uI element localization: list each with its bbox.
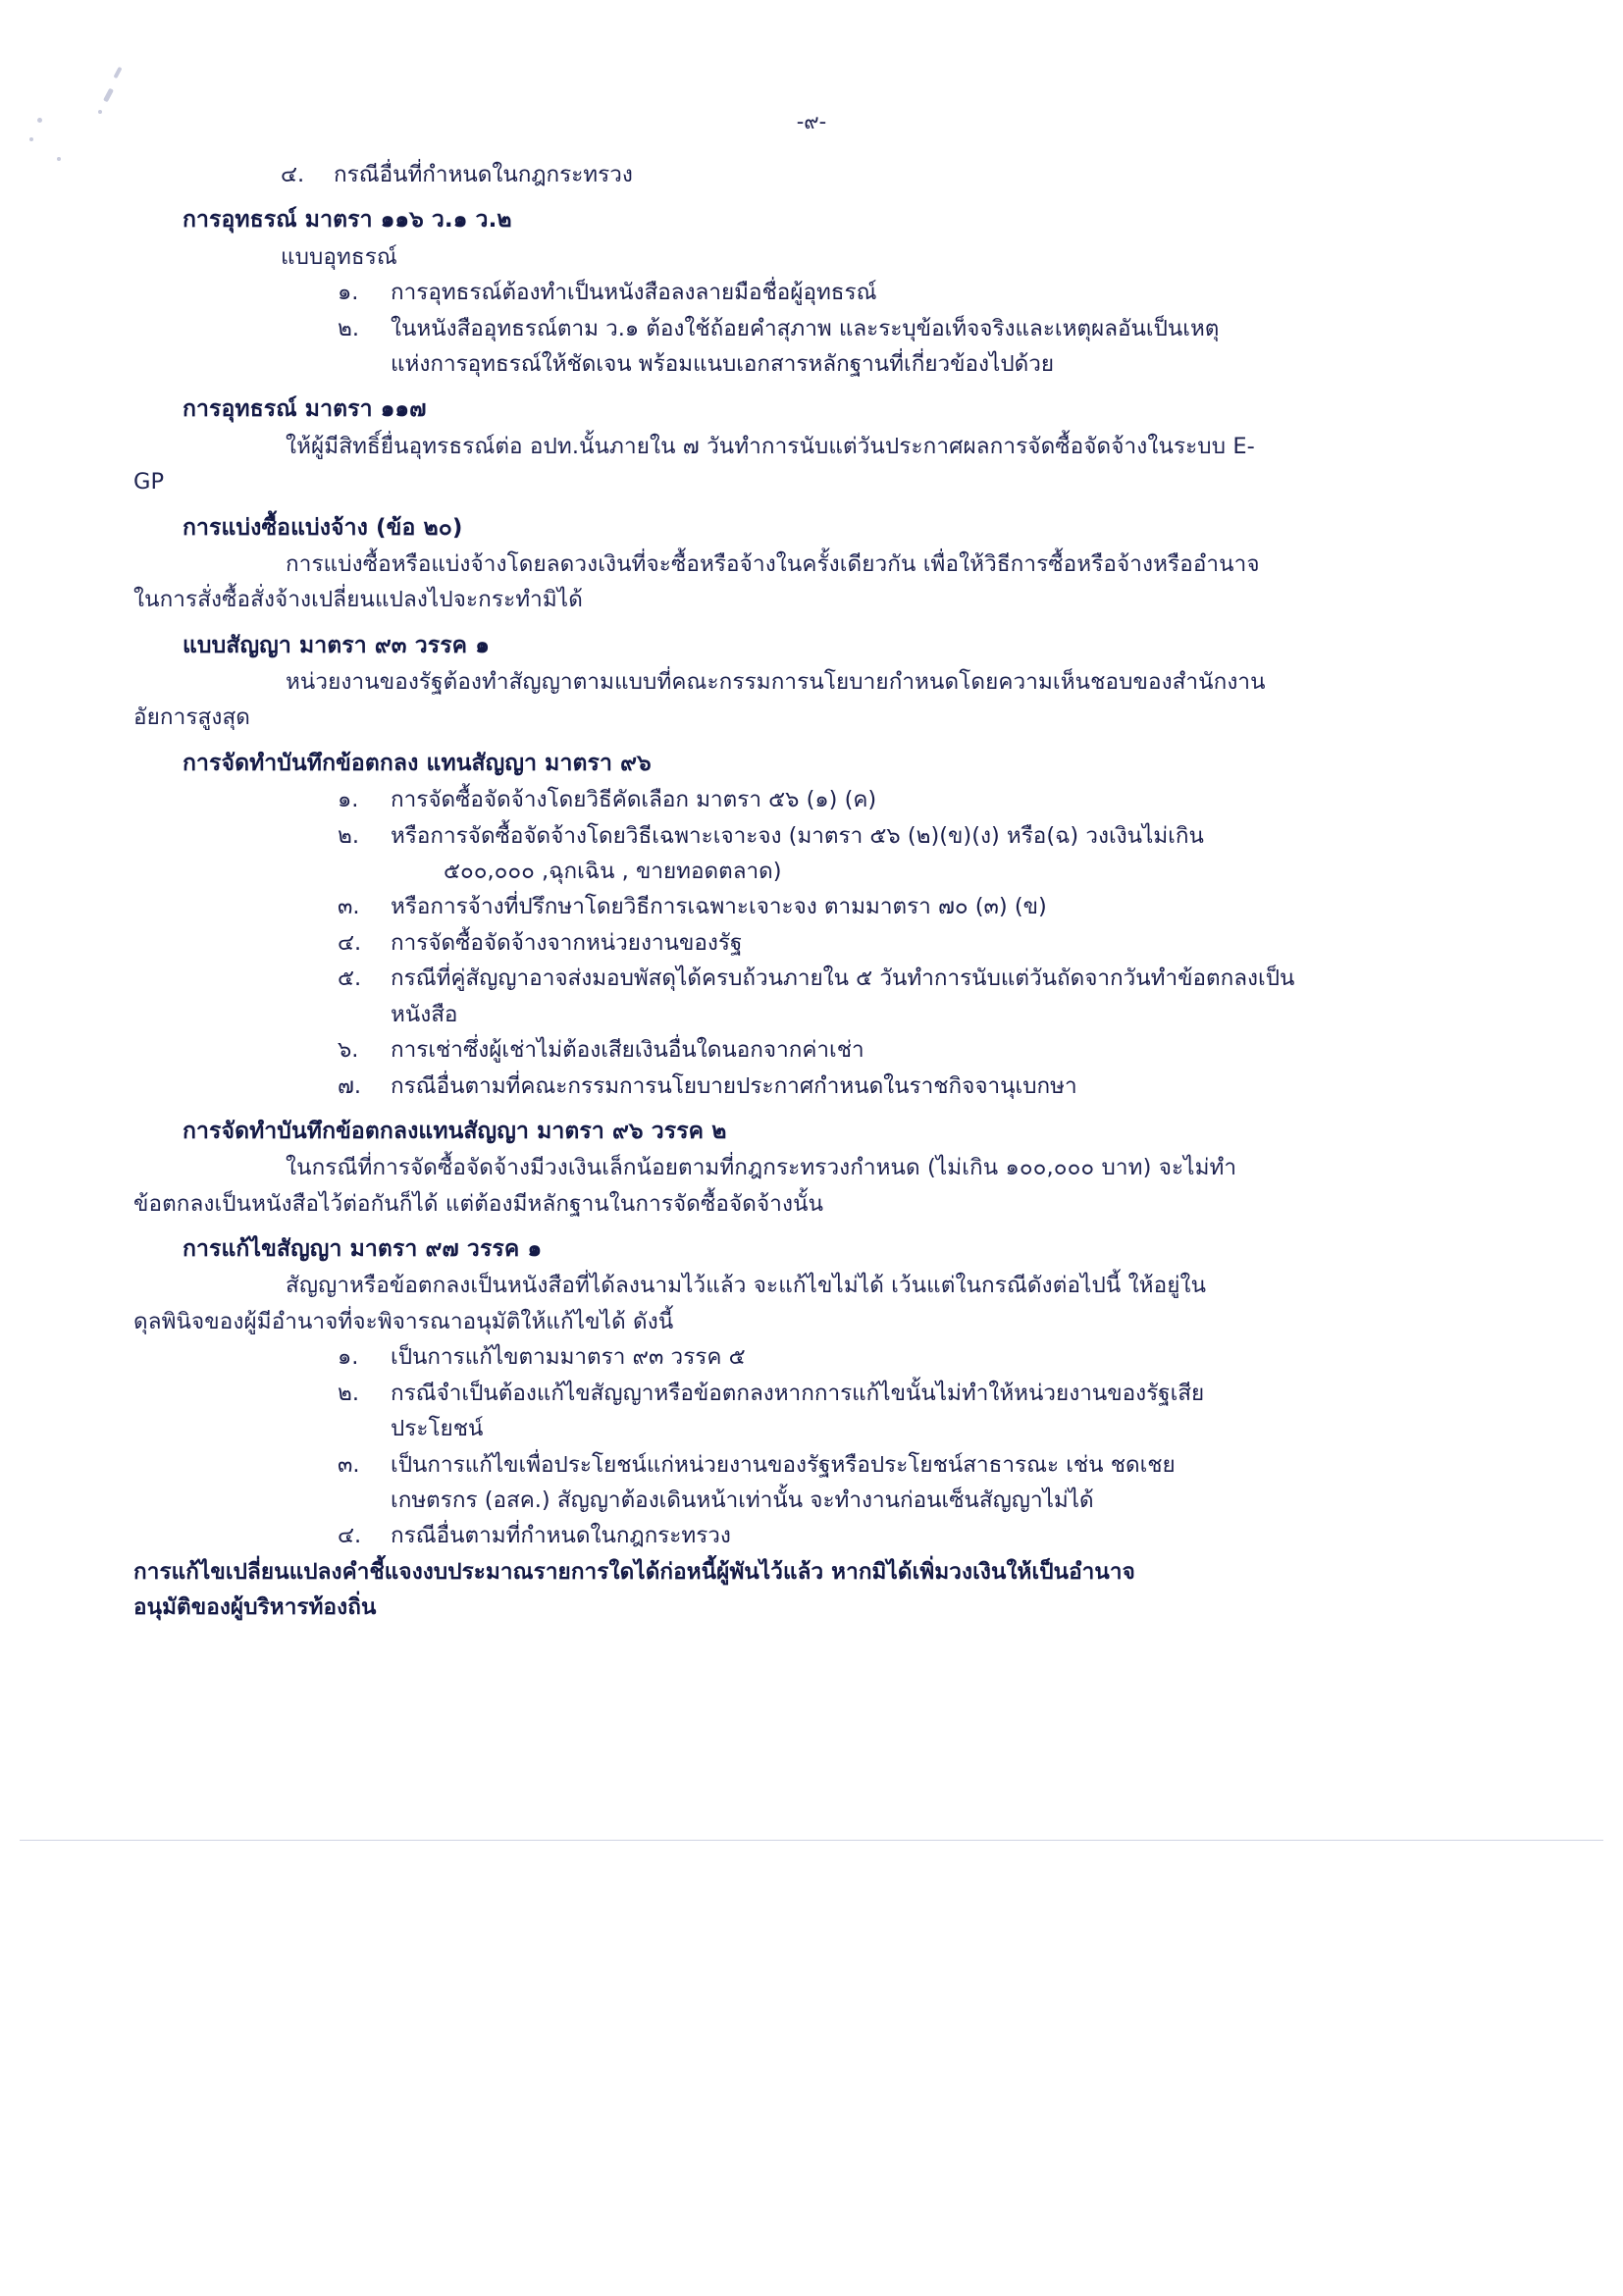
paragraph xyxy=(133,1150,1458,1222)
section-heading: การจัดทำบันทึกข้อตกลง แทนสัญญา มาตรา ๙๖ xyxy=(183,750,652,776)
list-item xyxy=(338,818,1458,890)
document-body xyxy=(133,157,1458,1626)
list-item xyxy=(338,1518,1458,1553)
list-item xyxy=(338,1069,1458,1104)
list-item xyxy=(338,275,1458,310)
section-heading: การจัดทำบันทึกข้อตกลงแทนสัญญา มาตรา ๙๖ วรรค ๒ xyxy=(183,1119,727,1144)
list-item xyxy=(338,1376,1458,1447)
list-item-number: ๓. xyxy=(338,1451,360,1478)
list-item xyxy=(281,157,1458,192)
list-item-number: ๔. xyxy=(281,162,305,187)
section-heading: การแบ่งซื้อแบ่งจ้าง (ข้อ ๒๐) xyxy=(183,514,463,541)
paragraph-line: ในการสั่งซื้อสั่งจ้างเปลี่ยนแปลงไปจะกระทำมิได้ xyxy=(133,587,583,613)
list-item-line: หรือการจัดซื้อจัดจ้างโดยวิธีเฉพาะเจาะจง (มาตรา ๕๖ (๒)(ข)(ง) หรือ(ฉ) วงเงินไม่เกิน xyxy=(391,822,1204,849)
list-item xyxy=(338,311,1458,383)
list-item-text: การเช่าซึ่งผู้เช่าไม่ต้องเสียเงินอื่นใดนอกจากค่าเช่า xyxy=(391,1037,864,1064)
paragraph-line: สัญญาหรือข้อตกลงเป็นหนังสือที่ได้ลงนามไว้แล้ว จะแก้ไขไม่ได้ เว้นแต่ในกรณีดังต่อไปนี้ ให้อยู่ใน xyxy=(286,1273,1207,1299)
paragraph-line: ในกรณีที่การจัดซื้อจัดจ้างมีวงเงินเล็กน้อยตามที่กฎกระทรวงกำหนด (ไม่เกิน ๑๐๐,๐๐๐ บาท) จะไม่ทำ xyxy=(286,1155,1237,1181)
section-heading: การอุทธรณ์ มาตรา ๑๑๗ xyxy=(183,396,427,423)
scan-fold-line xyxy=(20,1840,1603,1841)
paragraph-line: GP xyxy=(133,469,165,496)
closing-statement xyxy=(133,1554,1458,1626)
list-item xyxy=(338,889,1458,924)
scan-artifact-dot xyxy=(103,88,114,103)
list-item-number: ๖. xyxy=(338,1037,359,1064)
list-item xyxy=(338,1032,1458,1068)
paragraph xyxy=(133,547,1458,618)
scan-artifact-dot xyxy=(113,67,122,78)
paragraph xyxy=(133,664,1458,736)
paragraph-line: การแบ่งซื้อหรือแบ่งจ้างโดยลดวงเงินที่จะซื้อหรือจ้างในครั้งเดียวกัน เพื่อให้วิธีการซื้อหรือจ้างหรืออำนาจ xyxy=(286,550,1260,577)
list-item-number: ๒. xyxy=(338,315,359,341)
list-item-number: ๑. xyxy=(338,787,359,813)
list-item-number: ๑. xyxy=(338,1344,359,1371)
list-item-number: ๓. xyxy=(338,894,360,920)
list-item-line: ประโยชน์ xyxy=(391,1416,484,1442)
list-item-number: ๔. xyxy=(338,929,362,956)
scan-artifact-dot xyxy=(57,157,61,161)
subsection-label xyxy=(281,239,1458,275)
paragraph-line: หน่วยงานของรัฐต้องทำสัญญาตามแบบที่คณะกรรมการนโยบายกำหนดโดยความเห็นชอบของสำนักงาน xyxy=(286,668,1266,695)
list-item-line: แห่งการอุทธรณ์ให้ชัดเจน พร้อมแนบเอกสารหลักฐานที่เกี่ยวข้องไปด้วย xyxy=(391,351,1055,377)
list-item-text: กรณีอื่นที่กำหนดในกฎกระทรวง xyxy=(334,162,633,187)
list-item-text xyxy=(391,1376,1458,1447)
list-item-text: การจัดซื้อจัดจ้างจากหน่วยงานของรัฐ xyxy=(391,929,743,956)
list-item xyxy=(338,1339,1458,1375)
paragraph-line: อัยการสูงสุด xyxy=(133,704,251,731)
list-item-text: การจัดซื้อจัดจ้างโดยวิธีคัดเลือก มาตรา ๕๖ (๑) (ค) xyxy=(391,787,877,813)
list-item-number: ๕. xyxy=(338,965,362,992)
list-item-text: กรณีอื่นตามที่คณะกรรมการนโยบายประกาศกำหนดในราชกิจจานุเบกษา xyxy=(391,1072,1077,1099)
list-item-text: การอุทธรณ์ต้องทำเป็นหนังสือลงลายมือชื่อผู้อุทธรณ์ xyxy=(391,280,877,306)
list-item-number: ๔. xyxy=(338,1523,362,1549)
list-item-line: ๕๐๐,๐๐๐ ,ฉุกเฉิน , ขายทอดตลาด) xyxy=(444,858,782,884)
list-item-text: หรือการจ้างที่ปรึกษาโดยวิธีการเฉพาะเจาะจง ตามมาตรา ๗๐ (๓) (ข) xyxy=(391,894,1047,920)
paragraph xyxy=(133,429,1458,500)
closing-statement-line: อนุมัติของผู้บริหารท้องถิ่น xyxy=(133,1594,377,1621)
paragraph xyxy=(133,1268,1458,1339)
list-item-text xyxy=(391,1447,1458,1519)
list-item-line: เกษตรกร (อสค.) สัญญาต้องเดินหน้าเท่านั้น จะทำงานก่อนเซ็นสัญญาไม่ได้ xyxy=(391,1487,1094,1513)
list-item-text xyxy=(391,818,1458,890)
list-item-number: ๑. xyxy=(338,280,359,306)
list-item-number: ๒. xyxy=(338,1380,359,1406)
list-item-text xyxy=(391,311,1458,383)
list-item xyxy=(338,925,1458,961)
list-item-text: เป็นการแก้ไขตามมาตรา ๙๓ วรรค ๕ xyxy=(391,1344,746,1371)
section-heading: การอุทธรณ์ มาตรา ๑๑๖ ว.๑ ว.๒ xyxy=(183,207,512,234)
closing-statement-line: การแก้ไขเปลี่ยนแปลงคำชี้แจงงบประมาณรายการใดได้ก่อหนี้ผู้พันไว้แล้ว หากมิได้เพิ่มวงเงินให้เป็นอำนาจ xyxy=(133,1558,1135,1585)
list-item-line: กรณีจำเป็นต้องแก้ไขสัญญาหรือข้อตกลงหากการแก้ไขนั้นไม่ทำให้หน่วยงานของรัฐเสีย xyxy=(391,1380,1205,1406)
list-item-line: หนังสือ xyxy=(391,1001,458,1027)
list-item-line: กรณีที่คู่สัญญาอาจส่งมอบพัสดุได้ครบถ้วนภายใน ๕ วันทำการนับแต่วันถัดจากวันทำข้อตกลงเป็น xyxy=(391,965,1295,992)
paragraph-line: ให้ผู้มีสิทธิ์ยื่นอุทรธรณ์ต่อ อปท.นั้นภายใน ๗ วันทำการนับแต่วันประกาศผลการจัดซื้อจัดจ้างในระบบ E- xyxy=(286,433,1255,459)
paragraph-line: ข้อตกลงเป็นหนังสือไว้ต่อกันก็ได้ แต่ต้องมีหลักฐานในการจัดซื้อจัดจ้างนั้น xyxy=(133,1190,824,1217)
list-item-line: ในหนังสืออุทธรณ์ตาม ว.๑ ต้องใช้ถ้อยคำสุภาพ และระบุข้อเท็จจริงและเหตุผลอันเป็นเหตุ xyxy=(391,315,1220,341)
list-item-number: ๗. xyxy=(338,1072,362,1099)
list-item xyxy=(338,782,1458,817)
paragraph-line: ดุลพินิจของผู้มีอำนาจที่จะพิจารณาอนุมัติให้แก้ไขได้ ดังนี้ xyxy=(133,1308,674,1334)
list-item-line: เป็นการแก้ไขเพื่อประโยชน์แก่หน่วยงานของรัฐหรือประโยชน์สาธารณะ เช่น ชดเชย xyxy=(391,1451,1176,1478)
list-item-text xyxy=(391,961,1458,1032)
list-item-number: ๒. xyxy=(338,822,359,849)
section-heading: การแก้ไขสัญญา มาตรา ๙๗ วรรค ๑ xyxy=(183,1236,543,1263)
list-item xyxy=(338,1447,1458,1519)
section-heading: แบบสัญญา มาตรา ๙๓ วรรค ๑ xyxy=(183,632,490,658)
subsection-label-text: แบบอุทธรณ์ xyxy=(281,243,397,270)
list-item-text: กรณีอื่นตามที่กำหนดในกฎกระทรวง xyxy=(391,1523,731,1549)
page-number: -๙- xyxy=(796,110,827,133)
list-item xyxy=(338,961,1458,1032)
